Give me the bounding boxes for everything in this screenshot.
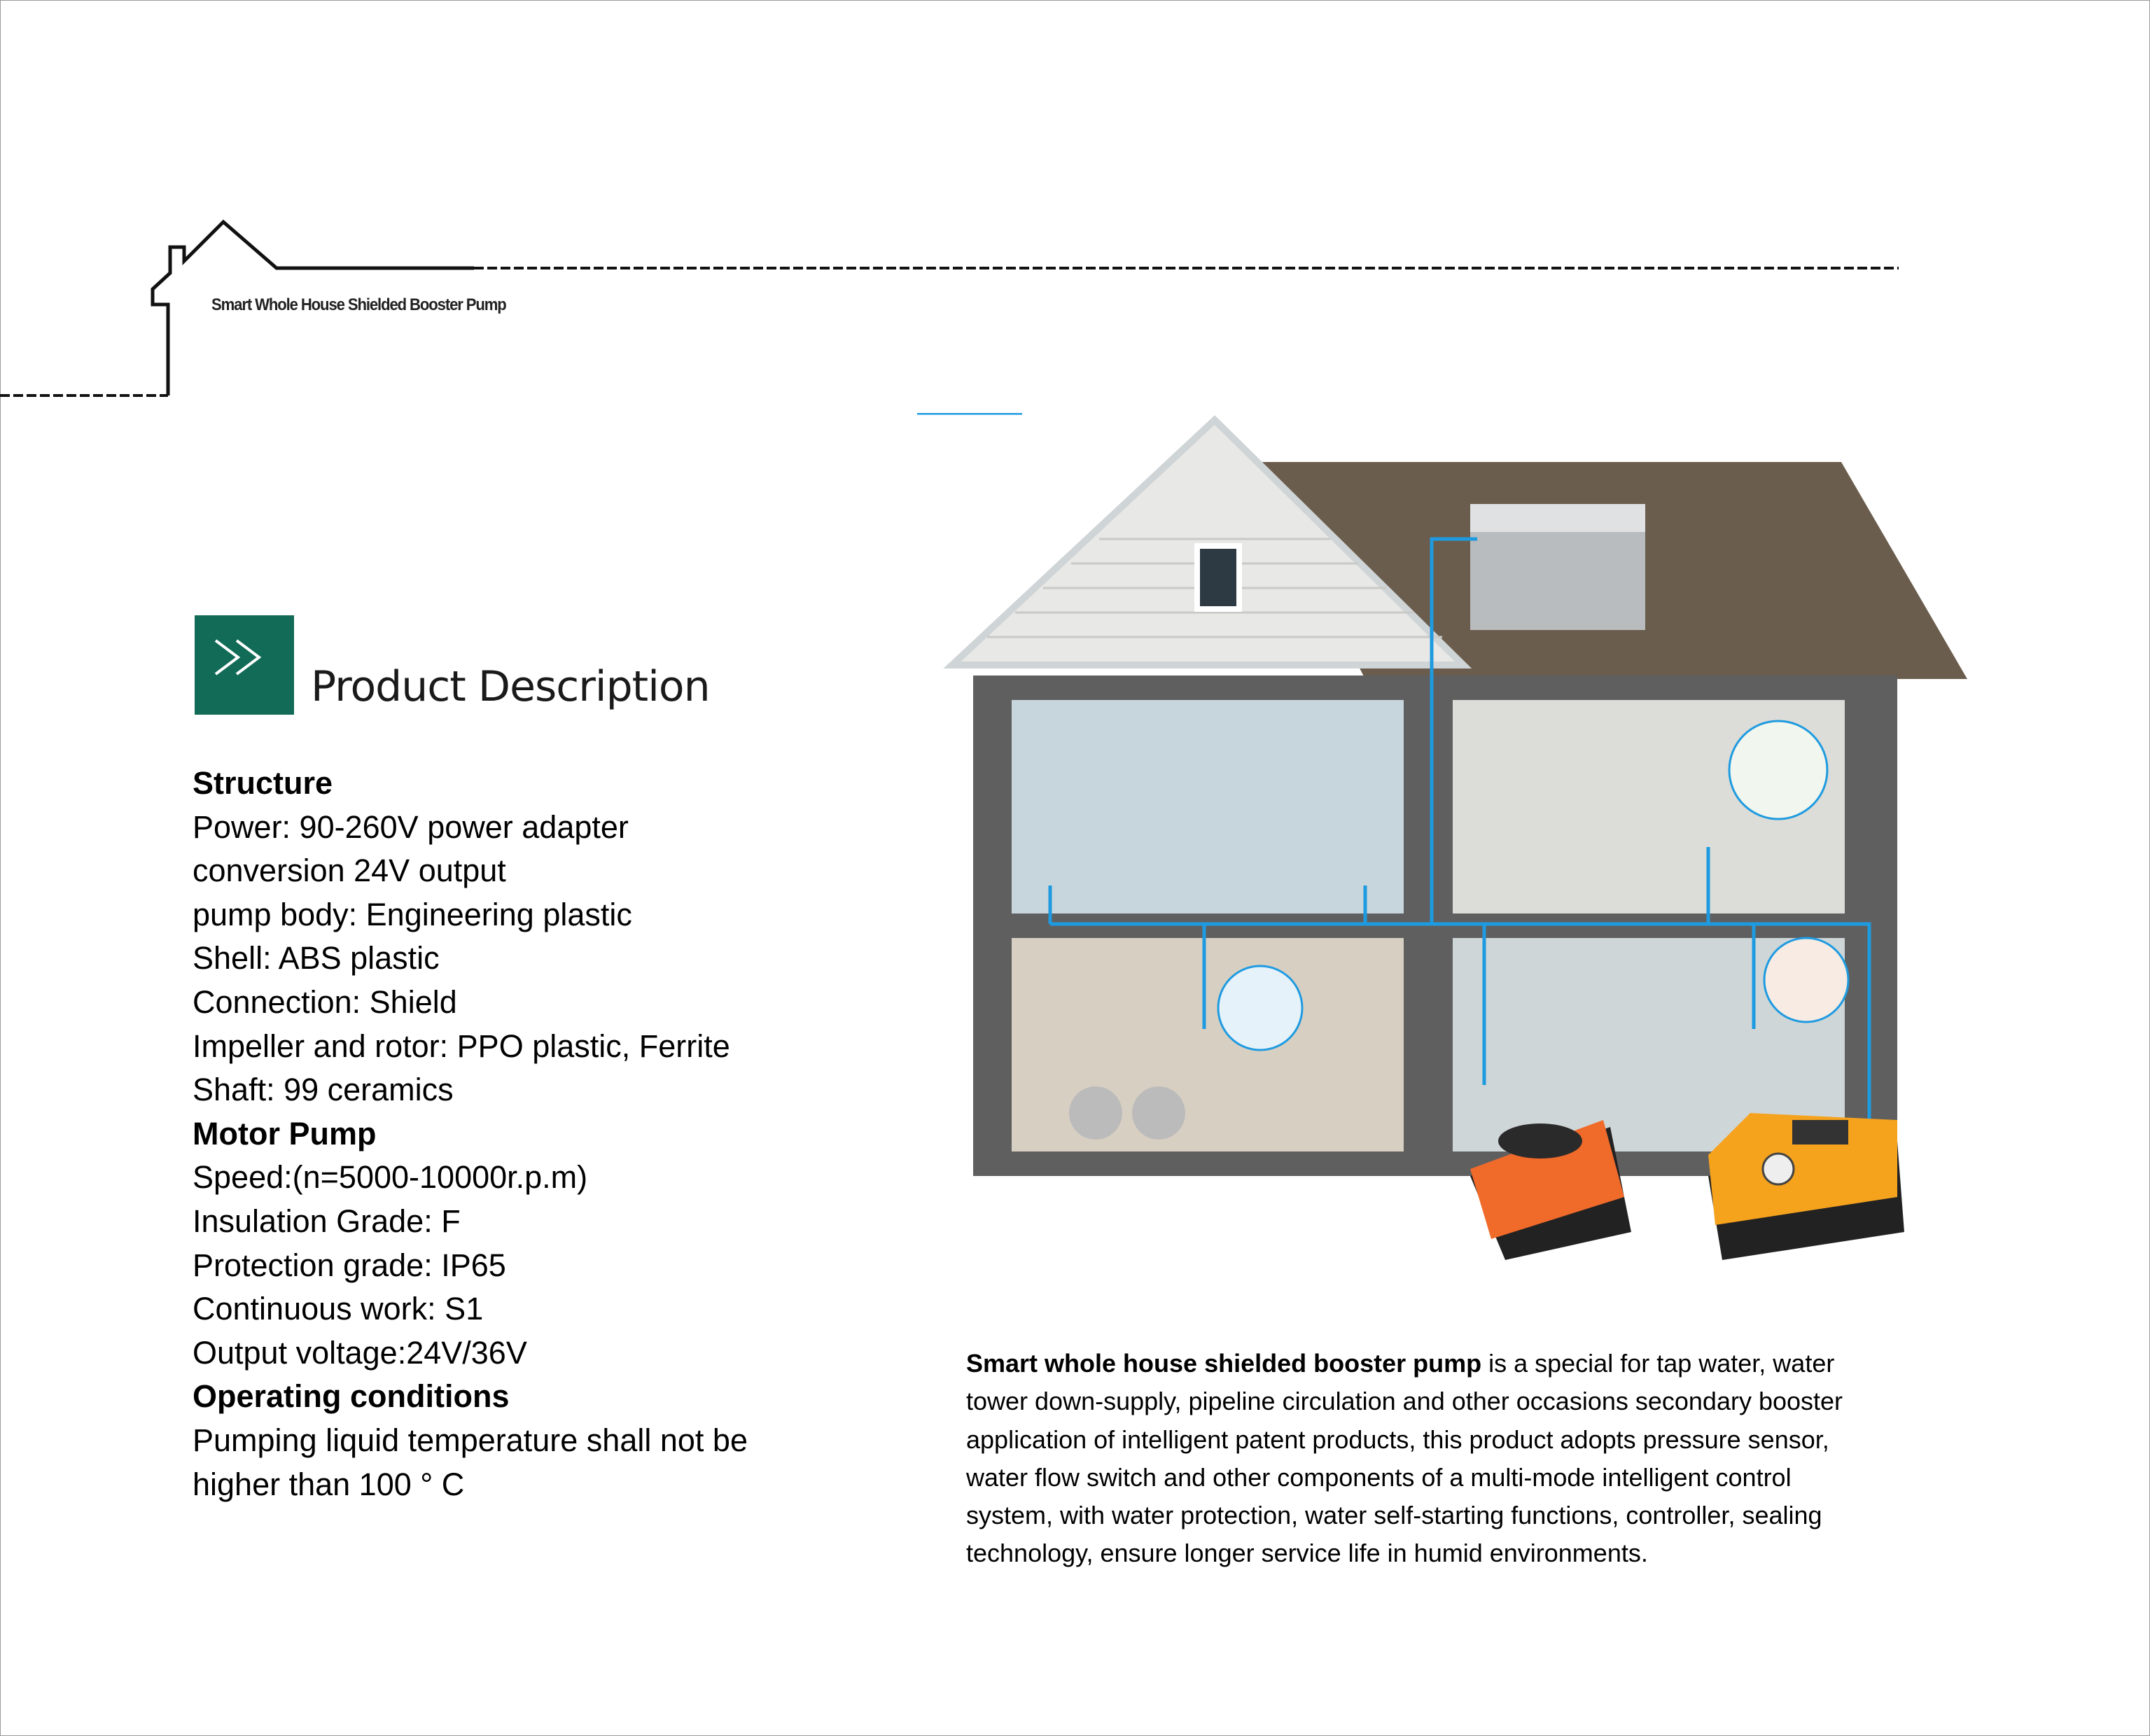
spec-item: pump body: Engineering plastic xyxy=(193,896,632,932)
spec-item: Output voltage:24V/36V xyxy=(193,1334,527,1371)
section-title: Product Description xyxy=(311,662,710,711)
spec-item: Speed:(n=5000-10000r.p.m) xyxy=(193,1159,588,1196)
house-outline-header-graphic xyxy=(0,0,2150,434)
house-illustration xyxy=(917,413,1981,1309)
spec-item: Protection grade: IP65 xyxy=(193,1247,506,1283)
room-bathroom xyxy=(1012,700,1404,913)
summary-line: application of intelligent patent products, this product adopts pressure sensor, xyxy=(966,1424,1829,1454)
spec-item: Impeller and rotor: PPO plastic, Ferrite xyxy=(193,1028,730,1064)
summary-line: is a special for tap water, water xyxy=(1481,1349,1835,1378)
spec-item: higher than 100 ° C xyxy=(193,1466,465,1502)
spec-item: Insulation Grade: F xyxy=(193,1203,461,1239)
summary-line: water flow switch and other components of a multi-mode intelligent control xyxy=(966,1462,1792,1492)
spec-item: Pumping liquid temperature shall not be xyxy=(193,1422,748,1458)
summary-line: system, with water protection, water self-starting functions, controller, sealing xyxy=(966,1501,1822,1530)
summary-line: technology, ensure longer service life in humid environments. xyxy=(966,1539,1648,1568)
spec-item: Continuous work: S1 xyxy=(193,1291,484,1327)
spec-item: Power: 90-260V power adapter xyxy=(193,808,629,845)
summary-bold-lead: Smart whole house shielded booster pump xyxy=(966,1349,1482,1378)
double-chevron-right-icon xyxy=(195,615,294,715)
pump-orange xyxy=(1708,1113,1904,1260)
spec-list xyxy=(193,762,748,1506)
spec-heading: Motor Pump xyxy=(193,1115,377,1152)
spec-heading: Structure xyxy=(193,765,333,801)
spec-item: conversion 24V output xyxy=(193,853,506,889)
section-badge xyxy=(195,615,294,715)
spec-heading: Operating conditions xyxy=(193,1378,510,1415)
spec-item: Connection: Shield xyxy=(193,983,457,1020)
summary-line: tower down-supply, pipeline circulation and other occasions secondary booster xyxy=(966,1387,1843,1416)
product-summary-paragraph xyxy=(966,1345,1960,1573)
header-title: Smart Whole House Shielded Booster Pump xyxy=(211,295,506,314)
spec-item: Shell: ABS plastic xyxy=(193,940,440,976)
attic-window xyxy=(1197,546,1239,609)
spec-item: Shaft: 99 ceramics xyxy=(193,1072,454,1108)
